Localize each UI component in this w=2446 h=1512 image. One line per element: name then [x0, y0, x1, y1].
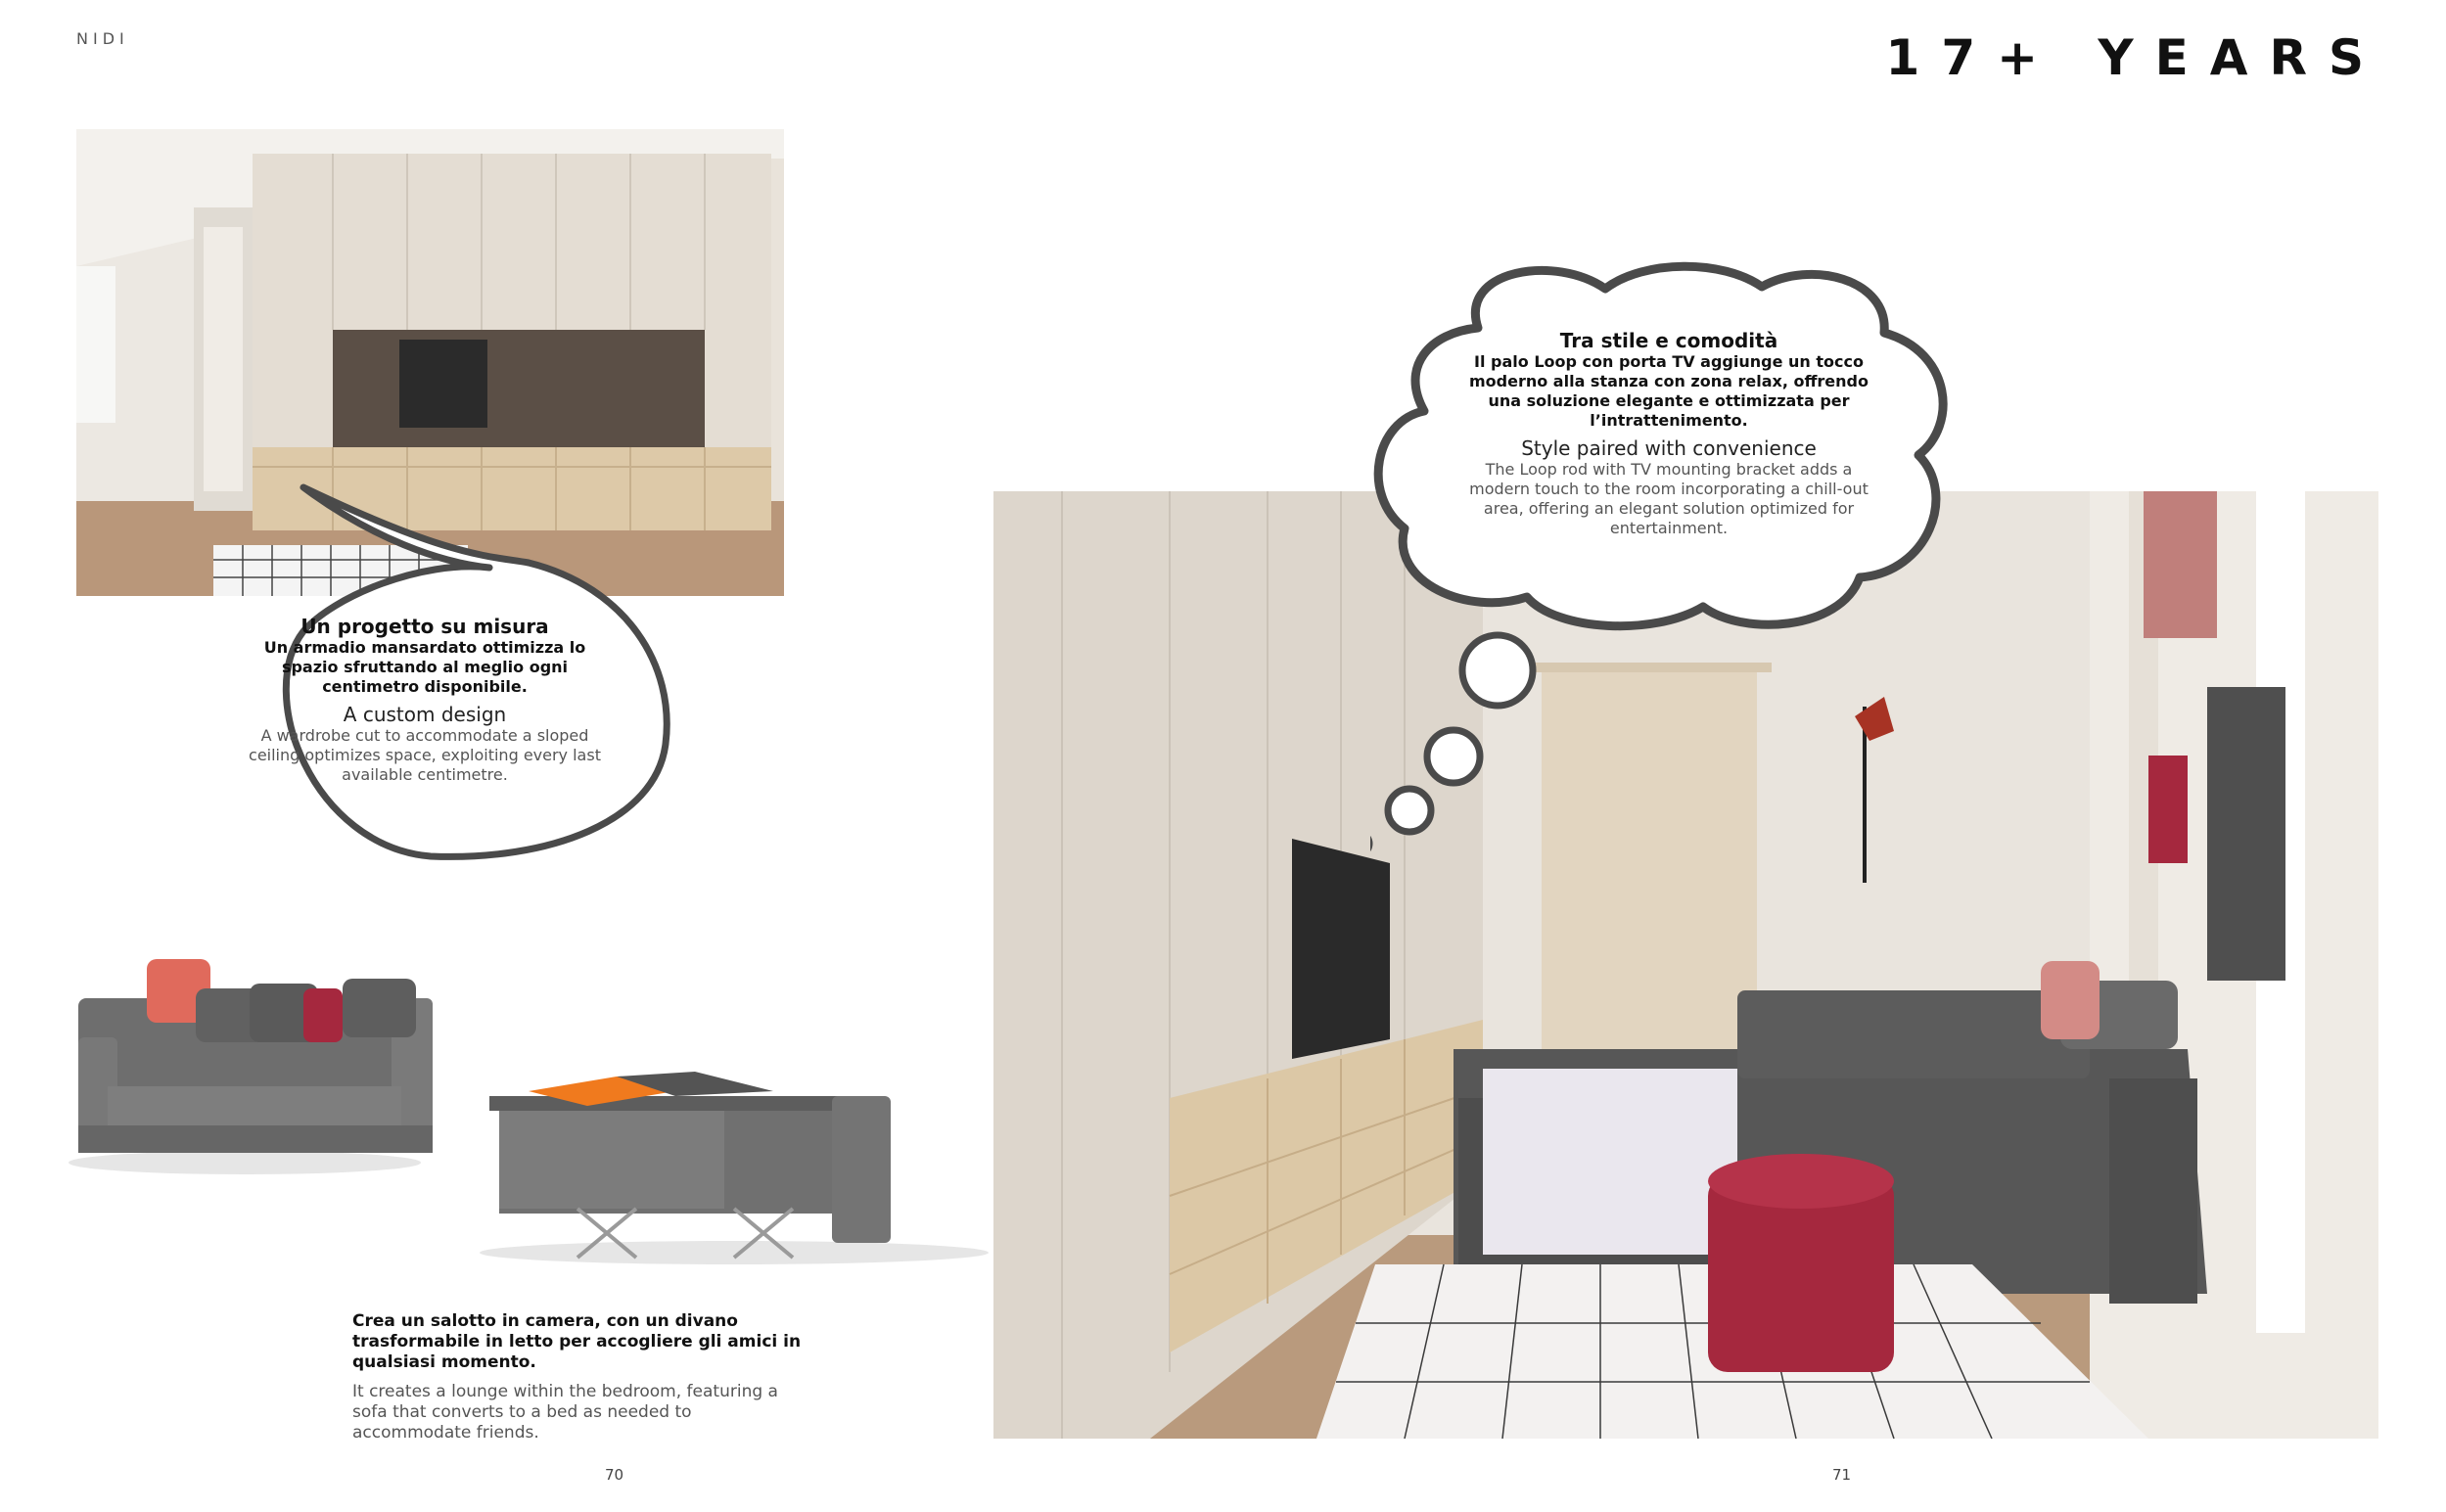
caption-english: It creates a lounge within the bedroom, featuring a sofa that converts to a bed as needed to accommodate friends.: [352, 1382, 778, 1443]
bubble-left-text: [233, 615, 617, 785]
page-number-left: 70: [605, 1466, 624, 1484]
bubble-right-it-title: Tra stile e comodità: [1559, 329, 1778, 352]
bubble-left-it-title: Un progetto su misura: [300, 615, 549, 638]
bubble-right-text: [1458, 329, 1879, 538]
bubble-right-en-body: The Loop rod with TV mounting bracket adds a modern touch to the room incorporating a chill-out area, offering an elegant solution optimized for entertainment.: [1469, 460, 1869, 537]
brand-name: NIDI: [76, 29, 129, 48]
page-number-right: 71: [1832, 1466, 1852, 1484]
bubble-right-en-title: Style paired with convenience: [1521, 436, 1817, 460]
sofa-caption: [352, 1311, 803, 1443]
sofa-product-image: [69, 939, 989, 1272]
page-title: 17+ YEARS: [1885, 29, 2385, 86]
bubble-left-en-title: A custom design: [343, 703, 507, 726]
caption-italian: Crea un salotto in camera, con un divano trasformabile in letto per accogliere gli amici in qualsiasi momento.: [352, 1311, 802, 1372]
bubble-left-it-body: Un armadio mansardato ottimizza lo spazio sfruttando al meglio ogni centimetro disponibile.: [263, 638, 586, 696]
bubble-left-en-body: A wardrobe cut to accommodate a sloped ceiling optimizes space, exploiting every last available centimetre.: [249, 726, 601, 784]
bubble-right-it-body: Il palo Loop con porta TV aggiunge un tocco moderno alla stanza con zona relax, offrendo una soluzione elegante e ottimizzata per l’intrattenimento.: [1468, 352, 1869, 430]
